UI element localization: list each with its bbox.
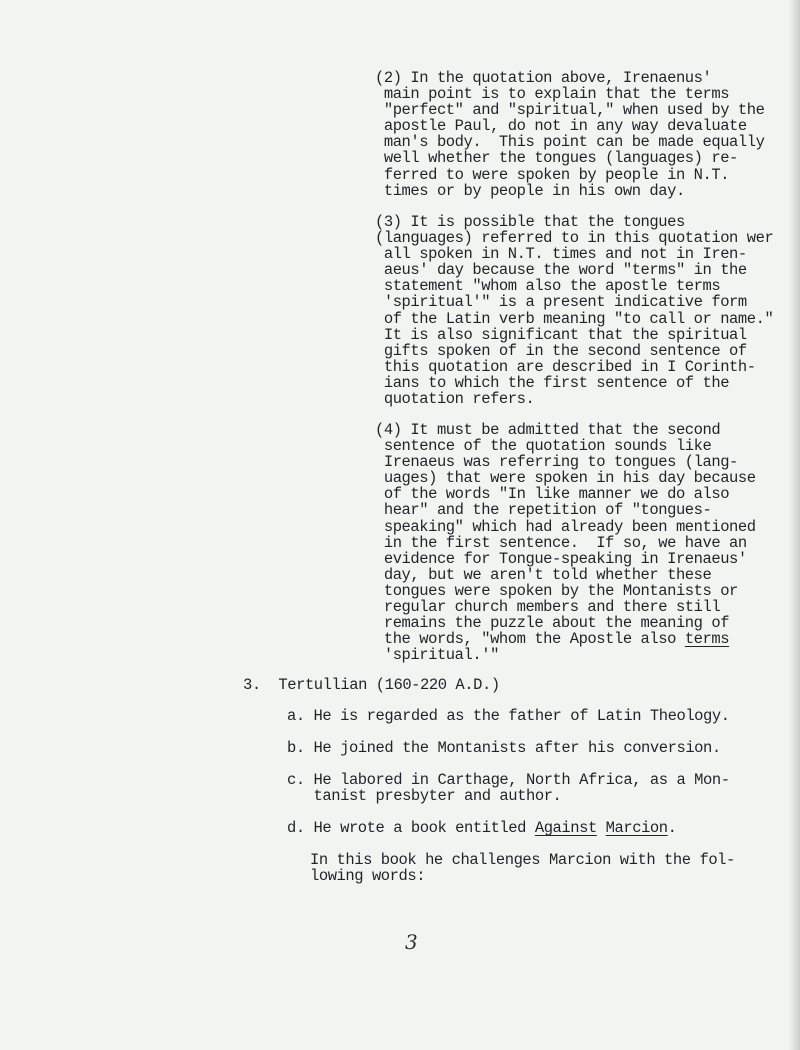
text-segment: d. He wrote a book entitled — [287, 819, 535, 837]
text-line: remains the puzzle about the meaning of — [375, 614, 730, 633]
book-title-word: Against — [534, 819, 597, 837]
underlined-word-terms: terms — [684, 630, 730, 649]
text-line: 'spiritual.'" — [375, 646, 499, 665]
page-number: 3 — [405, 930, 418, 954]
text-line: times or by people in his own day. — [375, 181, 685, 200]
text-line — [375, 631, 756, 647]
list-item-c — [287, 772, 730, 804]
section-heading-tertullian: 3. Tertullian (160-220 A.D.) — [243, 676, 500, 694]
text-line: aeus' day because the word "terms" in the — [375, 261, 747, 280]
text-line: In this book he challenges Marcion with the fol- — [310, 851, 735, 869]
text-line: ians to which the first sentence of the — [375, 373, 730, 392]
text-line: statement "whom also the apostle terms — [375, 277, 721, 296]
text-line: quotation refers. — [375, 390, 535, 409]
text-line: (3) It is possible that the tongues — [375, 213, 685, 231]
text-line: (2) In the quotation above, Irenaenus' — [375, 69, 712, 87]
text-line: 'spiritual'" is a present indicative form — [375, 293, 747, 312]
page-edge-shadow — [788, 0, 800, 1050]
text-line: this quotation are described in I Corinth- — [375, 357, 756, 376]
text-line: (4) It must be admitted that the second — [375, 421, 721, 439]
paragraph-2 — [375, 70, 764, 199]
paragraph-3 — [375, 214, 773, 407]
text-line: "perfect" and "spiritual," when used by the — [375, 101, 765, 120]
text-line: ferred to were spoken by people in N.T. — [375, 165, 730, 184]
text-line: regular church members and there still — [375, 598, 721, 617]
paragraph-4 — [375, 422, 756, 663]
text-line: hear" and the repetition of "tongues- — [375, 501, 712, 520]
text-line: gifts spoken of in the second sentence of — [375, 341, 747, 360]
text-line: apostle Paul, do not in any way devaluate — [375, 117, 747, 136]
list-item-d — [287, 820, 677, 836]
text-line: well whether the tongues (languages) re- — [375, 149, 738, 168]
text-line: all spoken in N.T. times and not in Iren- — [375, 245, 747, 264]
text-segment: the words, "whom the Apostle also — [375, 630, 685, 649]
text-line: of the Latin verb meaning "to call or name." — [375, 309, 774, 328]
text-line: lowing words: — [310, 867, 426, 886]
text-line: of the words "In like manner we do also — [375, 485, 730, 504]
text-segment: . — [667, 819, 677, 837]
text-line: speaking" which had already been mentioned — [375, 517, 756, 536]
list-item-b: b. He joined the Montanists after his conversion. — [287, 739, 721, 757]
text-line: sentence of the quotation sounds like — [375, 437, 712, 456]
text-line: c. He labored in Carthage, North Africa, as a Mon- — [287, 771, 730, 789]
text-line: evidence for Tongue-speaking in Irenaeus' — [375, 549, 747, 568]
text-line: (languages) referred to in this quotation wer — [375, 229, 774, 248]
text-line: Irenaeus was referring to tongues (lang- — [375, 453, 738, 472]
text-line: in the first sentence. If so, we have an — [375, 533, 747, 552]
text-line: man's body. This point can be made equally — [375, 133, 765, 152]
book-title-word: Marcion — [605, 819, 668, 837]
list-item-a: a. He is regarded as the father of Latin Theology. — [287, 707, 730, 725]
text-line: It is also significant that the spiritual — [375, 325, 747, 344]
text-line: day, but we aren't told whether these — [375, 565, 712, 584]
book-note — [310, 852, 735, 884]
text-line: main point is to explain that the terms — [375, 85, 730, 104]
text-line: tongues were spoken by the Montanists or — [375, 581, 738, 600]
text-line: uages) that were spoken in his day because — [375, 469, 756, 488]
text-line: tanist presbyter and author. — [287, 787, 562, 806]
